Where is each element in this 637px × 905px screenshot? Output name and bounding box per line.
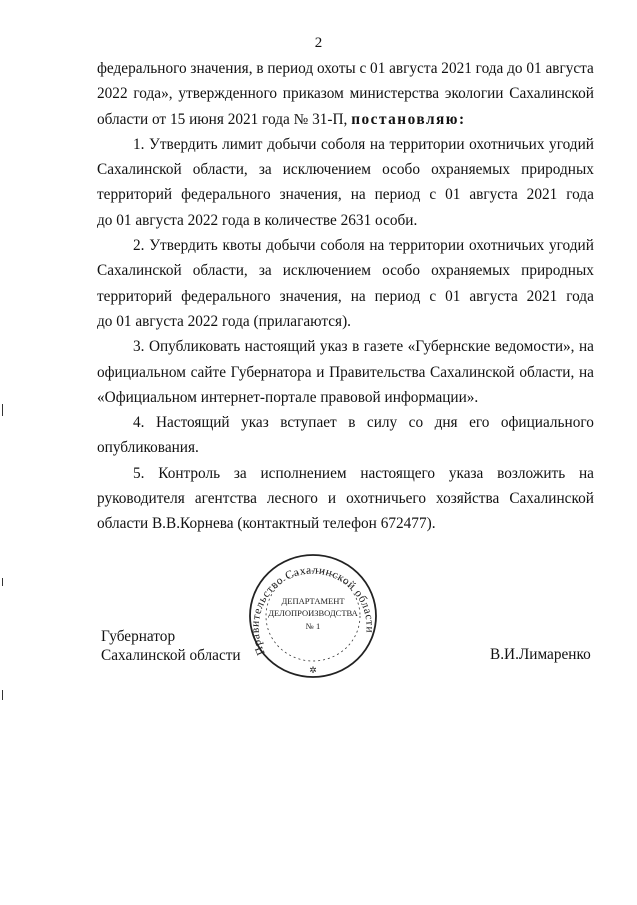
word: исключением: [282, 161, 371, 179]
word: года»,: [133, 85, 173, 103]
scan-edge-mark: [2, 404, 3, 416]
word: 31-П,: [312, 110, 348, 128]
word: утвержденного: [178, 85, 277, 103]
word: области,: [519, 363, 575, 381]
word: 2.: [133, 237, 145, 255]
word: Опубликовать: [148, 338, 241, 356]
word: охоты: [316, 60, 356, 77]
word: квоты: [222, 237, 262, 255]
seal-ring-text: Правительство Сахалинской области: [249, 564, 376, 657]
word: «Официальном: [97, 388, 197, 406]
text-line: [97, 435, 594, 460]
word: 1.: [133, 135, 145, 153]
text-line: [97, 410, 594, 435]
word: природных: [521, 262, 594, 280]
word: 3.: [133, 338, 145, 356]
word: Контроль: [158, 464, 221, 482]
word: настоящего: [360, 464, 436, 482]
paragraph: [97, 132, 594, 233]
word: указ: [319, 338, 348, 356]
page-number: 2: [314, 35, 323, 51]
word: (прилагаются).: [253, 312, 351, 330]
word: до: [97, 211, 113, 229]
word: в: [352, 338, 360, 356]
word: августа: [469, 186, 518, 204]
word: охотничьего: [346, 490, 426, 508]
word: с: [429, 186, 437, 204]
word: августа: [545, 60, 594, 77]
word: указа: [448, 464, 484, 482]
paragraph: [97, 233, 594, 334]
word: хозяйства: [436, 490, 500, 508]
word: природных: [521, 161, 594, 179]
word: значения,: [190, 60, 253, 77]
text-line: [97, 258, 594, 283]
word: 5.: [133, 464, 145, 482]
word: года: [566, 287, 594, 305]
word: с: [429, 287, 437, 305]
scan-edge-mark: [2, 690, 3, 700]
text-line: [97, 132, 594, 157]
word: его: [469, 414, 490, 432]
word: в: [253, 211, 261, 229]
decree-body: [97, 56, 594, 537]
word: от: [151, 110, 167, 128]
word: 2022: [187, 312, 219, 330]
text-line: [97, 56, 594, 81]
word: значения,: [279, 186, 342, 204]
seal-star-icon: ✲: [309, 665, 317, 675]
word: в: [256, 60, 264, 77]
word: года: [566, 186, 594, 204]
word: исключением: [282, 262, 371, 280]
word: соболя: [320, 237, 365, 255]
text-line: [97, 334, 594, 359]
word: лесного: [266, 490, 318, 508]
text-line: [97, 208, 594, 233]
word: Сахалинской: [430, 363, 515, 381]
word: министерства: [349, 85, 440, 103]
text-line: [97, 157, 594, 182]
text-line: [97, 107, 594, 132]
word: постановляю:: [351, 110, 466, 128]
word: Настоящий: [155, 414, 230, 432]
signer-position: Губернатор: [101, 628, 176, 645]
word: со: [408, 414, 424, 432]
text-line: [97, 81, 594, 106]
word: и: [327, 490, 337, 508]
word: на: [350, 186, 366, 204]
word: В.В.Корнева: [151, 515, 234, 533]
word: области: [97, 110, 149, 128]
word: количестве: [264, 211, 337, 229]
text-line: [97, 284, 594, 309]
word: исполнением: [260, 464, 347, 482]
text-line: [97, 233, 594, 258]
word: период: [374, 287, 421, 305]
text-line: [97, 385, 594, 410]
word: добычи: [267, 135, 317, 153]
word: в: [348, 414, 356, 432]
word: 2631: [340, 211, 372, 229]
word: августа: [135, 211, 184, 229]
word: Утвердить: [149, 237, 218, 255]
word: указ: [241, 414, 269, 432]
text-line: [97, 461, 594, 486]
word: Сахалинской: [97, 161, 182, 179]
paragraph: [97, 56, 594, 132]
word: федерального: [97, 60, 187, 77]
word: федерального: [181, 186, 271, 204]
seal-office-text: ДЕЛОПРОИЗВОДСТВА: [268, 608, 358, 618]
word: силу: [366, 414, 398, 432]
word: период: [267, 60, 314, 77]
word: правовой: [320, 388, 381, 406]
word: сайте: [190, 363, 226, 381]
word: возложить: [497, 464, 566, 482]
word: настоящий: [244, 338, 316, 356]
word: с: [359, 60, 367, 77]
word: охраняемых: [431, 262, 511, 280]
word: (контактный: [237, 515, 320, 533]
word: охотничьих: [469, 135, 545, 153]
seal-number-text: № 1: [305, 621, 321, 631]
word: 4.: [133, 414, 145, 432]
word: августа: [135, 312, 184, 330]
word: года: [262, 110, 290, 128]
word: руководителя: [97, 490, 185, 508]
word: охраняемых: [431, 161, 511, 179]
word: на: [579, 464, 594, 482]
word: охотничьих: [468, 237, 545, 255]
word: телефон: [323, 515, 377, 533]
word: июня: [189, 110, 224, 128]
word: угодий: [549, 237, 594, 255]
word: 01: [526, 60, 542, 77]
paragraph: [97, 461, 594, 537]
word: газете: [363, 338, 404, 356]
word: «Губернские: [407, 338, 491, 356]
word: территорий: [97, 287, 173, 305]
text-line: [97, 486, 594, 511]
word: территорий: [97, 186, 173, 204]
word: 01: [445, 186, 461, 204]
word: 672477).: [380, 515, 436, 533]
word: на: [579, 363, 594, 381]
word: особи.: [375, 211, 418, 229]
word: на: [350, 287, 366, 305]
word: 01: [370, 60, 386, 77]
scan-edge-mark: [2, 578, 3, 586]
word: №: [293, 110, 309, 128]
word: 2022: [97, 85, 128, 103]
word: особо: [382, 262, 420, 280]
word: 15: [169, 110, 186, 128]
word: 2021: [441, 60, 472, 77]
word: угодий: [549, 135, 594, 153]
word: 2021: [526, 186, 558, 204]
word: до: [507, 60, 523, 77]
word: вступает: [280, 414, 337, 432]
word: Сахалинской: [509, 85, 594, 103]
word: Сахалинской: [509, 490, 594, 508]
word: области: [97, 515, 149, 533]
word: на: [369, 237, 385, 255]
word: года: [222, 211, 250, 229]
word: официальном: [97, 363, 186, 381]
word: лимит: [222, 135, 263, 153]
word: период: [374, 186, 421, 204]
word: за: [233, 464, 247, 482]
word: Правительства: [329, 363, 426, 381]
word: 2021: [227, 110, 259, 128]
signer-name: В.И.Лимаренко: [490, 646, 591, 663]
word: официального: [500, 414, 594, 432]
word: интернет-портале: [200, 388, 317, 406]
official-seal: [247, 552, 379, 680]
word: значения,: [279, 287, 342, 305]
word: агентства: [194, 490, 257, 508]
word: и: [316, 363, 325, 381]
text-line: [97, 511, 594, 536]
paragraph: [97, 334, 594, 410]
signer-region: Сахалинской области: [101, 647, 241, 664]
word: 2021: [526, 287, 558, 305]
word: особо: [382, 161, 420, 179]
signature-title: [101, 627, 241, 665]
paragraph: [97, 410, 594, 461]
seal-department-text: ДЕПАРТАМЕНТ: [281, 596, 345, 606]
word: 2022: [187, 211, 219, 229]
word: на: [369, 135, 385, 153]
word: территории: [389, 237, 465, 255]
word: Губернатора: [230, 363, 312, 381]
word: августа: [469, 287, 518, 305]
text-line: [97, 309, 594, 334]
word: приказом: [282, 85, 344, 103]
word: области,: [192, 262, 248, 280]
word: дня: [434, 414, 458, 432]
word: Сахалинской: [97, 262, 182, 280]
word: опубликования.: [97, 439, 199, 457]
word: добычи: [266, 237, 316, 255]
word: августа: [389, 60, 438, 77]
word: информации».: [384, 388, 479, 406]
word: за: [258, 262, 272, 280]
word: соболя: [321, 135, 366, 153]
word: территории: [389, 135, 465, 153]
word: на: [578, 338, 594, 356]
word: за: [258, 161, 272, 179]
word: федерального: [181, 287, 271, 305]
word: Утвердить: [149, 135, 218, 153]
word: области,: [192, 161, 248, 179]
word: до: [97, 312, 113, 330]
word: 01: [116, 211, 132, 229]
word: экологии: [444, 85, 504, 103]
word: 01: [116, 312, 132, 330]
word: 01: [445, 287, 461, 305]
word: ведомости»,: [494, 338, 575, 356]
text-line: [97, 182, 594, 207]
word: года: [222, 312, 250, 330]
text-line: [97, 360, 594, 385]
word: года: [475, 60, 504, 77]
